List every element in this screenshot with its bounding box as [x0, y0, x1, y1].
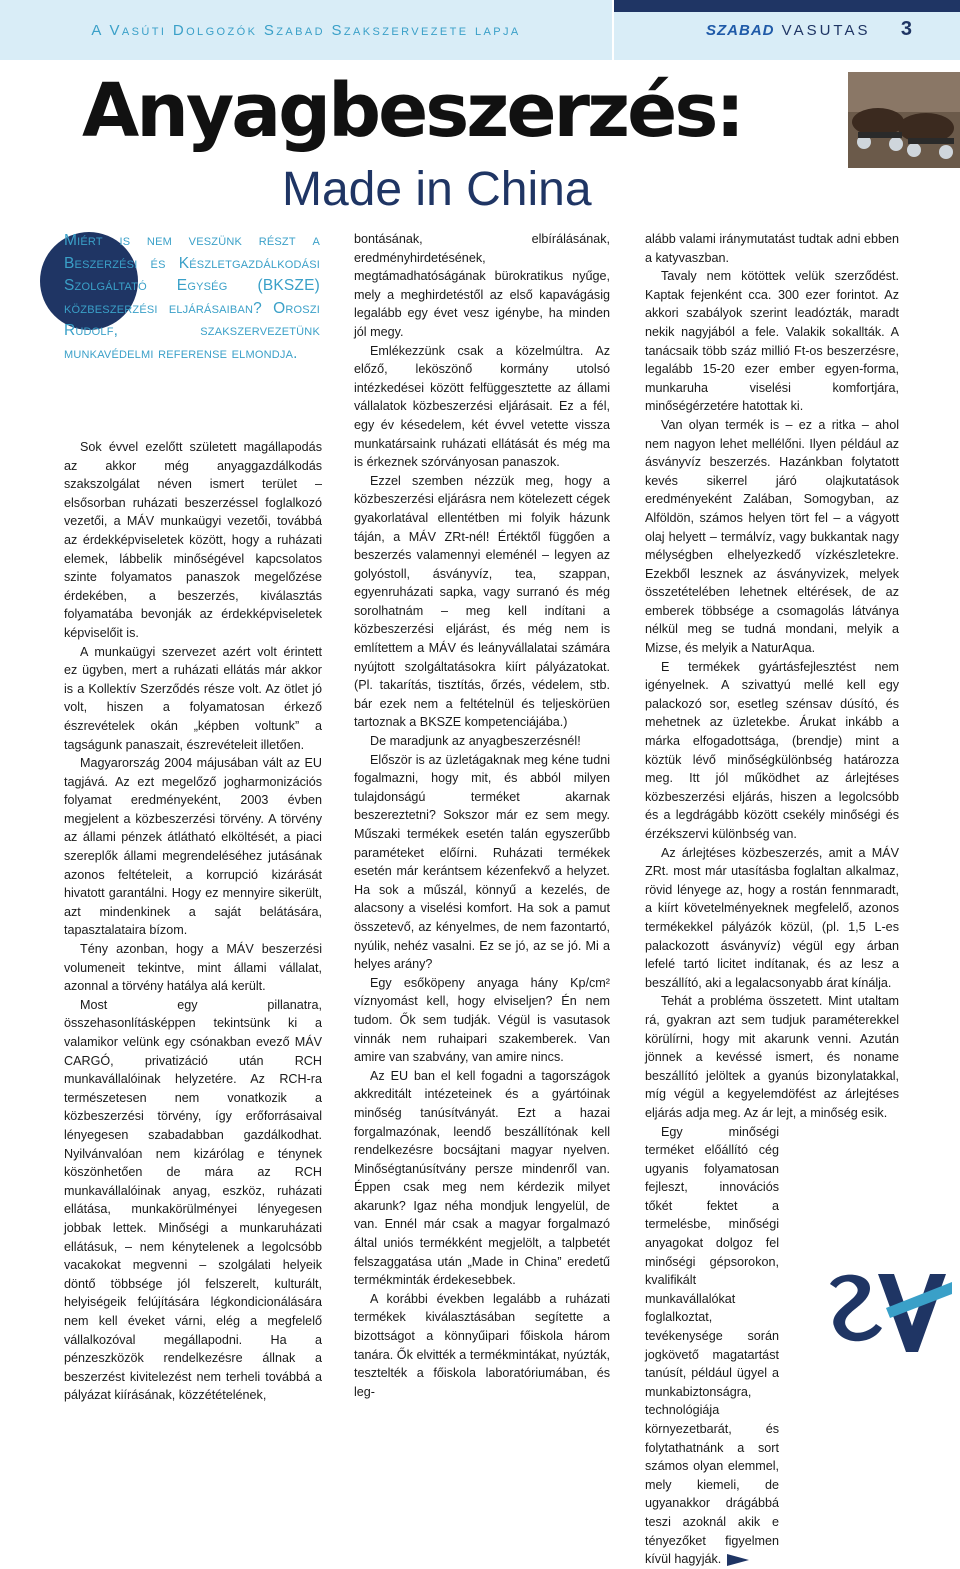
article-lead: Miért is nem veszünk részt a Beszerzési és Készletgazdálkodási Szolgáltató Egység (BKSZE) közbeszerzési eljárásaiban? Oroszi Rudolf, szakszervezetünk munkavédelmi referense elmondja. [64, 232, 320, 362]
paragraph: De maradjunk az anyagbeszerzésnél! [370, 734, 581, 749]
paragraph: E termékek gyártásfejlesztést nem igényelnek. A szivattyú mellé kell egy palackozó sor, esetleg szénsav dúsító, és mehetnek az üzletekbe. Árukat inkább a márka elfogadottsága, (brendje) mint a köztük lévő minőségkülönbség határozza meg. Itt jól működhet az árlejtéses közbeszerzési eljárás, hiszen a legolcsóbb és a legdrágább között csekély minőségi és érzékszervi különbség van. [645, 659, 899, 841]
page-title: Anyagbeszerzés: [82, 68, 742, 154]
paragraph: A munkaügyi szervezet azért volt érintett ez ügyben, mert a ruházati ellátás már akkor is a Kollektív Szerződés része volt. Az ötlet jó volt, hiszen a folyamatosan érkező észrevételek okán „képben voltunk” a tagságunk panaszait, észrevételeit illetően. [64, 644, 322, 752]
paragraph: Először is az üzletágaknak meg kéne tudni fogalmazni, hogy mit, és abból milyen tulajdonságú terméket akarnak beszereztetni? Sokszor már ez sem megy. Műszaki termékek esetén talán egyszerűbb paraméteket előírni. Ruházati termékek esetén már kerántsem kézenfekvő a helyzet. Ha sok a műszál, könnyű a kezelés, de alacsony a viselési komfort. Ha sok a pamut összetevő, az kényelmes, de nem fazontartó, nyúlik, nehéz vasalni. Ez se jó, az se jó. Mi a helyes arány? [354, 752, 610, 972]
paragraph: Sok évvel ezelőtt született magállapodás az akkor még anyaggazdálkodás szakszolgálat néven ismert terület – elsősorban ruházati beszerzéssel foglalkozó vezetői, a MÁV munkaügyi vezetői, továbbá az érdekképviseletek között, hogy a ruházati elemek, lábbelik minőségével kapcsolatos szinte folyamatos panaszok megelőzése érdekében, a beszerzés, kiválasztás folyamatába bevonják az érdekképviseletek képviselőit is. [64, 440, 322, 640]
paragraph: Emlékezzünk csak a közelmúltra. Az előző, leköszönő kormány utolsó intézkedései között felfüggesztette az állami vállalatok közbeszerzési eljárásait. Ez a fél, egy év késedelem, két évvel vetette vissza munkatársaink ruházati ellátását és még ma is érkeznek szórványosan panaszok. [354, 343, 610, 470]
paragraph-text: Egy minőségi terméket előállító cég ugyanis folyamatosan fejleszt, innovációs tőkét fektet a termelésbe, minőségi anyagokat dolgoz fel minőségi gépsorokon, kvalifikált munkavállalókat foglalkoztat, tevékenysége során jogkövető magatartást tanúsít, például ügyel a munkabiztonságra, technológiája környezetbarát, és folytathatnánk a sort számos olyan elemmel, mely kiemeli, de ugyanakkor drágábbá teszi azoknál akik e tényezőket figyelmen kívül hagyják. [645, 1124, 779, 1567]
masthead-brand-bold: SZABAD [706, 22, 775, 39]
feet-photo [848, 72, 960, 168]
end-arrow-icon [727, 1554, 749, 1566]
sv-logo-icon [826, 1268, 956, 1354]
masthead-tagline-bar [0, 0, 612, 60]
paragraph: bontásának, elbírálásának, eredményhirdetésének, megtámadhatóságának bürokratikus nyűge, mely a meghirdetéstől az első kapavágásig legalább egy évet vesz igénybe, ha minden jól megy. [354, 232, 610, 339]
paragraph: Ezzel szemben nézzük meg, hogy a közbeszerzési eljárásra nem kötelezett cégek gyakorlatával ellentétben mi folyik házunk táján, a MÁV ZRt-nél! Értéktől függően a beszerzés valamennyi eleménél – legyen az golyóstoll, ásványvíz, tea, szappan, egyenruházati sapka, vagy surranó és még sorolhatnám – meg kell indítani a közbeszerzési eljárást, és még nem is említettem a MÁV és leányvállalatai számára nyújtott szolgáltatásokra kiírt pályázatokat. (Pl. takarítás, tisztítás, őrzés, védelem, stb. bár ezek nem a feltételnül és teljeskörüen tartoznak a BKSZE kompetenciájába.) [354, 473, 610, 730]
masthead-brand-bar [614, 0, 960, 60]
masthead [0, 0, 960, 62]
page-number: 3 [900, 18, 912, 40]
article-column-1 [64, 438, 322, 1405]
paragraph: alább valami iránymutatást tudtak adni ebben a katyvaszban. [645, 232, 899, 265]
article-column-3 [645, 230, 899, 1569]
masthead-brand-rest: VASUTAS [781, 22, 871, 39]
paragraph: Magyarország 2004 májusában vált az EU tagjává. Az ezt megelőző jogharmonizációs folyamat eredményeként, 2003 évben megjelent a közbeszerzési törvény. A törvény az állami pénzek átlátható elköltését, a piaci szereplők állami megrendeléséhez jutásának azonos feltételeit, a korrupció kizárását hivatott garantálni. Hogy ez mennyire sikerült, azt mindenkinek a saját belátására, tapasztalataira bízom. [64, 756, 322, 938]
paragraph: Van olyan termék is – ez a ritka – ahol nem nagyon lehet mellélőni. Ilyen például az ásványvíz beszerzés. Hazánkban folytatott kevés sikerrel járó olajkutatások eredményeként Zalában, Somogyban, az Alföldön, számos helyen tört fel – a vágyott olaj helyett – termálvíz, vagy bukkantak nagy mélységben elhelyezkedő vízkészletekre. Ezekből lesznek az ásványvizek, melyek összetételében lehetnek eltérések, de az emberek többsége a csomagolás látványa nélkül meg se tudná mondani, melyik a Mizse, és melyik a NaturAqua. [645, 417, 899, 656]
paragraph: Most egy pillanatra, összehasonlításképpen tekintsünk ki a valamikor velünk egy csónakban evező MÁV CARGÓ, privatizáció után RCH munkavállalóinak helyzetére. Az RCH-ra természetesen nem vonatkozik a közbeszerzési törvény, így erőforrásaival lényegesen szabadabban gazdálkodhat. Nyilvánvalóan nem kizárólag e ténynek köszönhetően de mára az RCH munkavállalóinak anyag, eszköz, ruházati ellátása, munkakörülményei lényegesen jobbak lettek. Minőségi a munkaruházati ellátásuk, – nem kénytelenek a legolcsóbb vacakokat megvenni – szolgálati helyeik döntő többsége jól felszerelt, kulturált, helyiségeik felújítására légkondicionálására nem kell éveket várni, elég a megfelelő vállalkozóval megállapodni. Ha a pénzeszközök rendelkezésre állnak a beszerzést kivitelezést nem terheli továbbá a pályázat kiírásának, közzétételének, [64, 997, 322, 1403]
paragraph: Az EU ban el kell fogadni a tagországok akkreditált intézeteinek és a gyártóinak minőség tanúsítványát. Ezt a hazai forgalmazónak, leendő beszállítónak kell rendelkezésre bocsájtani magyar nyelven. Minőségtanúsítvány persze mindenről van. Éppen csak meg nem kérdezik milyet akarunk? Igaz néha mondjuk lengyelül, de van. Ennél már csak a magyar forgalmazó által uniós termékként megjelölt, a talpbetét felszaggatása után „Made in China” eredetű termékminták érdekesebbek. [354, 1068, 610, 1288]
masthead-dark-strip [614, 0, 960, 12]
page-subtitle: Made in China [282, 163, 592, 216]
masthead-brand [706, 22, 870, 39]
paragraph: Tehát a probléma összetett. Mint utaltam rá, gyakran azt sem tudjuk paraméterekkel körülírni, hogy mit akarunk venni. Azután jönnek a kevéssé ismert, és noname beszállító jelöltek a gyanús bizonylatakkal, míg végül a kegyelemdöfést az árlejtéses eljárás adja meg. Az ár lejt, a minőség esik. [645, 994, 899, 1120]
paragraph: Tény azonban, hogy a MÁV beszerzési volumeneit tekintve, mint állami vállalat, azonnal a törvény hatálya alá került. [64, 942, 322, 994]
paragraph: Egy esőköpeny anyaga hány Kp/cm² víznyomást kell, hogy elviseljen? Én nem tudom. Ők sem tudják. Végül is vasutasok vinnák nem ruhaipari szakemberek. Van amire van szabvány, van amire nincs. [354, 975, 610, 1065]
masthead-tagline: A Vasúti Dolgozók Szabad Szakszervezete lapja [91, 22, 521, 39]
paragraph: Az árlejtéses közbeszerzés, amit a MÁV ZRt. most már utasításba foglaltan alkalmaz, rövid lényege az, hogy a rostán fennmaradt, a kiírt követelményeknek megfelelő, azonos termékekkel pályázók közül, (pl. 1,5 L-es palackozott ásványvíz) végül egy árban lefelé tartó licitet indítanak, és az lesz a beszállító, aki a legalacsonyabb árat kínálja. [645, 845, 899, 990]
paragraph: A korábbi években legalább a ruházati termékek kiválasztásában segítette a bizottságot a könnyűipari főiskola három tanára. Ők elvitték a termékmintákat, nyúzták, tesztelték a főiskola laboratóriumában, és leg- [354, 1291, 610, 1399]
article-column-2 [354, 230, 610, 1401]
paragraph: Tavaly nem kötöttek velük szerződést. Kaptak fejenként cca. 300 ezer forintot. Az akkori szabályok szerint leadózták, maradt nekik nagyjából a fele. Valakik sokallták. A tanácsaik több száz millió Ft-os beszerzésre, legalább 15-20 ezer ember egyen-forma, munkaruha viselési komfortjára, minőségérzetére hatottak ki. [645, 269, 899, 414]
